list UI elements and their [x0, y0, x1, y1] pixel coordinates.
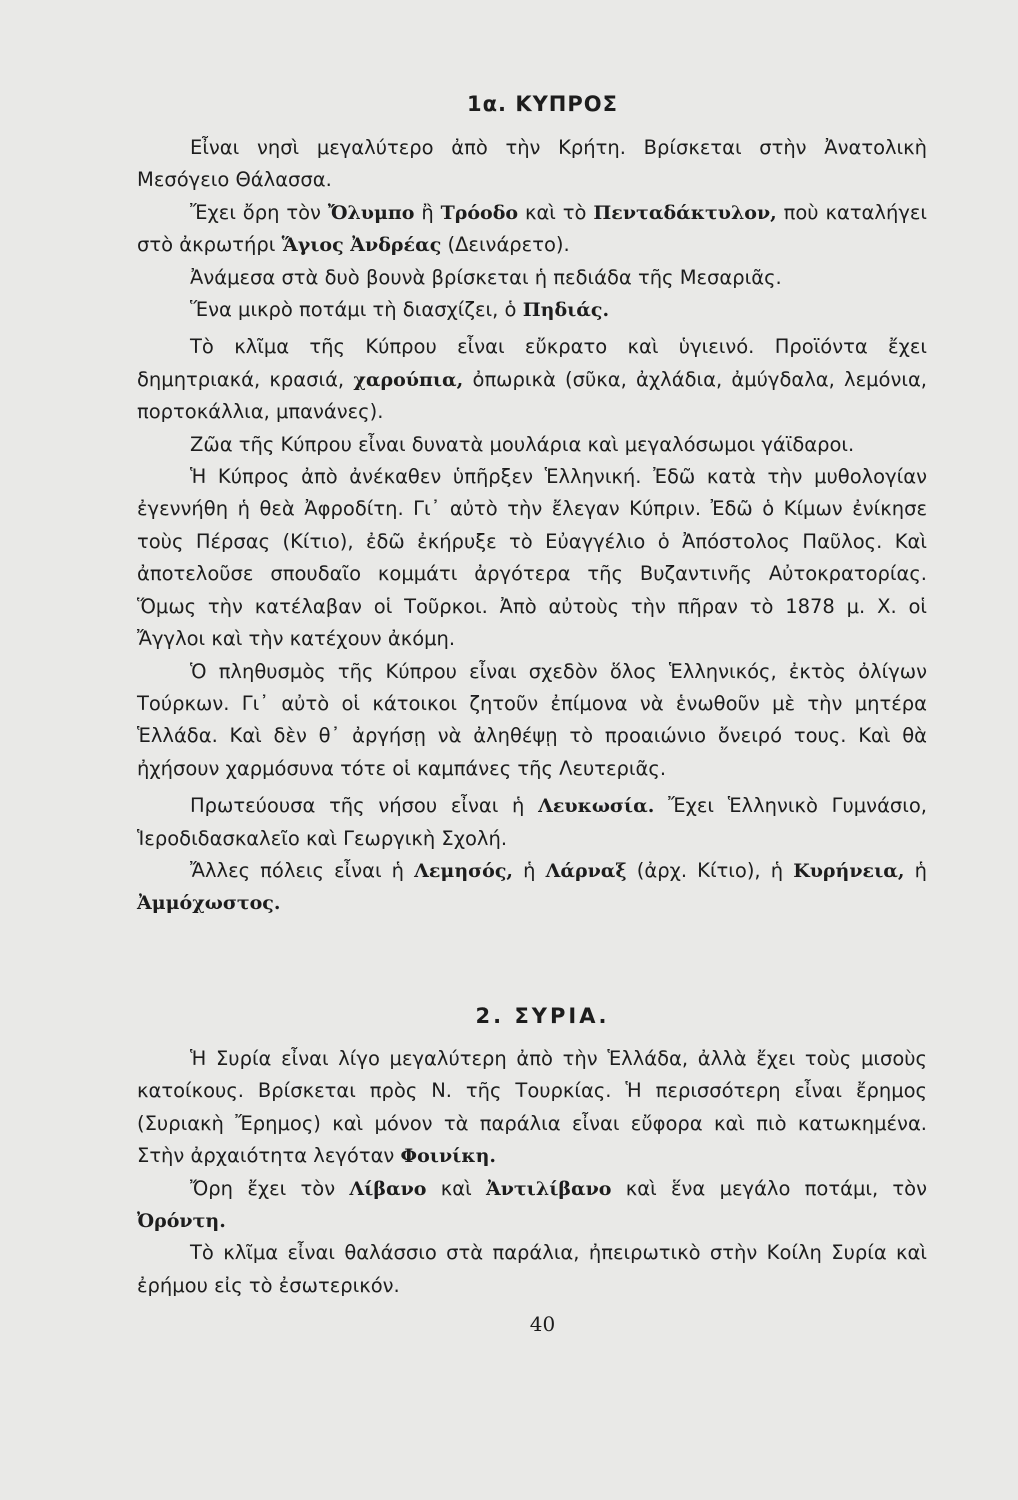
- page-number: 40: [529, 1312, 556, 1336]
- section-title-syria: 2. ΣΥΡΙΑ.: [475, 1004, 610, 1028]
- paragraph: Ἄλλες πόλεις εἶναι ἡ Λεμησός, ἡ Λάρναξ (ἀρχ. Κίτιο), ἡ Κυρήνεια, ἡ Ἀμμόχωστος.: [137, 858, 927, 915]
- paragraph: Ὄρη ἔχει τὸν Λίβανο καὶ Ἀντιλίβανο καὶ ἕνα μεγάλο ποτάμι, τὸν Ὀρόντη.: [137, 1176, 927, 1233]
- paragraph: Εἶναι νησὶ μεγαλύτερο ἀπὸ τὴν Κρήτη. Βρίσκεται στὴν Ἀνατολικὴ Μεσόγειο Θάλασσα.: [137, 136, 927, 192]
- paragraph: Τὸ κλῖμα τῆς Κύπρου εἶναι εὔκρατο καὶ ὑγιεινό. Προϊόντα ἔχει δημητριακά, κρασιά, χαρούπια, ὀπωρικὰ (σῦκα, ἀχλάδια, ἀμύγδαλα, λεμόνια, πορτοκάλλια, μπανάνες).: [137, 335, 927, 424]
- section-body-syria: [137, 1043, 927, 1302]
- paragraph: Ὁ πληθυσμὸς τῆς Κύπρου εἶναι σχεδὸν ὅλος Ἑλληνικός, ἐκτὸς ὀλίγων Τούρκων. Γι᾽ αὐτὸ οἱ κάτοικοι ζητοῦν ἐπίμονα νὰ ἑνωθοῦν μὲ τὴν μητέρα Ἑλλάδα. Καὶ δὲν θ᾽ ἀργήσῃ νὰ ἀληθέψῃ τὸ προαιώνιο ὄνειρό τους. Καὶ θὰ ἠχήσουν χαρμόσυνα τότε οἱ καμπάνες τῆς Λευτεριᾶς.: [137, 659, 927, 780]
- paragraph: Ἡ Συρία εἶναι λίγο μεγαλύτερη ἀπὸ τὴν Ἑλλάδα, ἀλλὰ ἔχει τοὺς μισοὺς κατοίκους. Βρίσκεται πρὸς Ν. τῆς Τουρκίας. Ἡ περισσότερη εἶναι ἔρημος (Συριακὴ Ἔρημος) καὶ μόνον τὰ παράλια εἶναι εὔφορα καὶ πιὸ κατωκημένα. Στὴν ἀρχαιότητα λεγόταν Φοινίκη.: [137, 1047, 927, 1168]
- paragraph: Πρωτεύουσα τῆς νήσου εἶναι ἡ Λευκωσία. Ἔχει Ἑλληνικὸ Γυμνάσιο, Ἱεροδιδασκαλεῖο καὶ Γεωργικὴ Σχολή.: [137, 794, 928, 850]
- paragraph: Ἔχει ὄρη τὸν Ὄλυμπο ἢ Τρόοδο καὶ τὸ Πενταδάκτυλον, ποὺ καταλήγει στὸ ἀκρωτήρι Ἅγιος Ἀνδρέας (Δεινάρετο).: [137, 200, 927, 257]
- paragraph: Ἕνα μικρὸ ποτάμι τὴ διασχίζει, ὁ Πηδιάς.: [190, 298, 610, 322]
- paragraph: Ζῶα τῆς Κύπρου εἶναι δυνατὰ μουλάρια καὶ μεγαλόσωμοι γάϊδαροι.: [190, 432, 855, 456]
- paragraph: Ἡ Κύπρος ἀπὸ ἀνέκαθεν ὑπῆρξεν Ἑλληνική. Ἐδῶ κατὰ τὴν μυθολογίαν ἐγεννήθη ἡ θεὰ Ἀφροδίτη. Γι᾽ αὐτὸ τὴν ἔλεγαν Κύπριν. Ἐδῶ ὁ Κίμων ἐνίκησε τοὺς Πέρσας (Κίτιο), ἐδῶ ἐκήρυξε τὸ Εὐαγγέλιο ὁ Ἀπόστολος Παῦλος. Καὶ ἀποτελοῦσε σπουδαῖο κομμάτι ἀργότερα τῆς Βυζαντινῆς Αὐτοκρατορίας. Ὅμως τὴν κατέλαβαν οἱ Τοῦρκοι. Ἀπὸ αὐτοὺς τὴν πῆραν τὸ 1878 μ. Χ. οἱ Ἄγγλοι καὶ τὴν κατέχουν ἀκόμη.: [137, 465, 927, 651]
- section-body-cyprus: [137, 132, 927, 920]
- paragraph: Ἀνάμεσα στὰ δυὸ βουνὰ βρίσκεται ἡ πεδιάδα τῆς Μεσαριᾶς.: [190, 265, 782, 289]
- section-title-cyprus: 1α. ΚΥΠΡΟΣ: [467, 92, 618, 116]
- paragraph: Τὸ κλῖμα εἶναι θαλάσσιο στὰ παράλια, ἠπειρωτικὸ στὴν Κοίλη Συρία καὶ ἐρήμου εἰς τὸ ἐσωτερικόν.: [137, 1241, 927, 1297]
